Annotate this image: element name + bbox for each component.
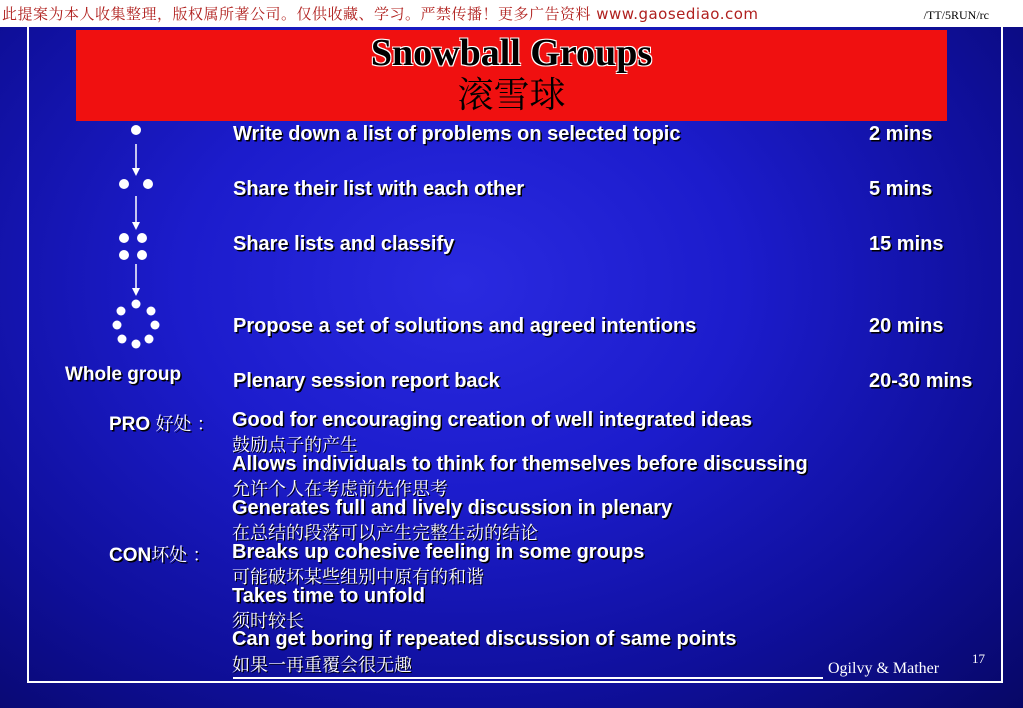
step-1-text: Write down a list of problems on selected topic bbox=[233, 123, 681, 145]
pro-label-en: PRO bbox=[109, 414, 151, 435]
footer-divider bbox=[233, 677, 823, 679]
stage4-dot bbox=[132, 300, 141, 309]
ogilvy-mather-logo: Ogilvy & Mather bbox=[828, 660, 940, 677]
stage4-dot bbox=[117, 307, 126, 316]
step-4-time: 20 mins bbox=[869, 315, 944, 337]
con-item-1-zh: 可能破坏某些组别中原有的和谐 bbox=[232, 567, 484, 588]
stage4-dot bbox=[147, 307, 156, 316]
pro-item-1-en: Good for encouraging creation of well integrated ideas bbox=[232, 409, 753, 431]
page-number: 17 bbox=[972, 651, 985, 666]
stage1-dot bbox=[131, 125, 141, 135]
step-1-time: 2 mins bbox=[869, 123, 933, 145]
title-box bbox=[76, 30, 947, 121]
pro-item-2-en: Allows individuals to think for themselves before discussing bbox=[232, 453, 808, 475]
con-label bbox=[109, 541, 211, 567]
watermark-notice: 此提案为本人收集整理，版权属所著公司。仅供收藏、学习。严禁传播！更多广告资料 www.gaosediao.com bbox=[2, 5, 759, 23]
stage4-dot bbox=[145, 335, 154, 344]
whole-group-label: Whole group bbox=[65, 364, 182, 385]
step-2-time: 5 mins bbox=[869, 178, 933, 200]
con-item-2-zh: 须时较长 bbox=[232, 611, 304, 632]
stage4-dot bbox=[113, 321, 122, 330]
arrow-2-head bbox=[132, 222, 140, 230]
con-item-1-en: Breaks up cohesive feeling in some groups bbox=[232, 541, 645, 563]
con-item-3-zh: 如果一再重覆会很无趣 bbox=[232, 655, 412, 676]
arrow-3-head bbox=[132, 288, 140, 296]
con-item-3-en: Can get boring if repeated discussion of same points bbox=[232, 628, 737, 650]
slide-title: Snowball Groups bbox=[370, 32, 653, 74]
arrow-1-head bbox=[132, 168, 140, 176]
stage4-dot bbox=[151, 321, 160, 330]
step-3-text: Share lists and classify bbox=[233, 233, 455, 255]
pro-item-3-en: Generates full and lively discussion in plenary bbox=[232, 497, 673, 519]
step-3-time: 15 mins bbox=[869, 233, 944, 255]
pro-item-1-zh: 鼓励点子的产生 bbox=[232, 435, 358, 456]
stage4-dot bbox=[132, 340, 141, 349]
stage3-dot bbox=[119, 233, 129, 243]
file-path-label: /TT/5RUN/rc bbox=[923, 8, 989, 22]
con-label-zh: 坏处 bbox=[151, 545, 188, 566]
pro-label-zh: 好处 bbox=[155, 414, 192, 435]
stage4-dot bbox=[118, 335, 127, 344]
snowball-diagram bbox=[100, 118, 180, 358]
stage2-dot bbox=[143, 179, 153, 189]
pro-item-2-zh: 允许个人在考虑前先作思考 bbox=[232, 479, 448, 500]
stage3-dot bbox=[137, 233, 147, 243]
step-5-time: 20-30 mins bbox=[869, 370, 973, 392]
pro-label bbox=[109, 410, 215, 436]
stage3-dot bbox=[119, 250, 129, 260]
step-2-text: Share their list with each other bbox=[233, 178, 525, 200]
pro-item-3-zh: 在总结的段落可以产生完整生动的结论 bbox=[232, 523, 538, 544]
step-5-text: Plenary session report back bbox=[233, 370, 500, 392]
stage2-dot bbox=[119, 179, 129, 189]
pro-colon: ： bbox=[196, 414, 215, 435]
con-colon: ： bbox=[192, 545, 211, 566]
step-4-text: Propose a set of solutions and agreed intentions bbox=[233, 315, 697, 337]
con-label-en: CON bbox=[109, 545, 152, 566]
con-item-2-en: Takes time to unfold bbox=[232, 585, 425, 607]
stage3-dot bbox=[137, 250, 147, 260]
slide-title-chinese: 滚雪球 bbox=[457, 75, 566, 116]
